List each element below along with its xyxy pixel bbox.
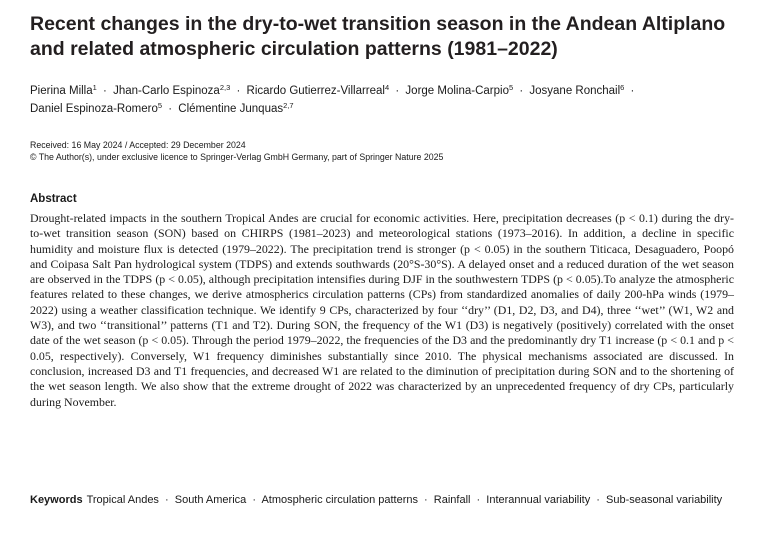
- abstract-heading: Abstract: [30, 193, 77, 205]
- author: [178, 103, 293, 115]
- author-affiliation: 2,7: [283, 101, 294, 110]
- author-separator: ·: [168, 103, 173, 115]
- author: [405, 85, 513, 97]
- author-affiliation: 6: [620, 83, 625, 92]
- author-separator: ·: [236, 85, 241, 97]
- author: [529, 85, 624, 97]
- keyword: Tropical Andes: [86, 494, 159, 506]
- author: [113, 85, 230, 97]
- author-name: Clémentine Junquas: [178, 103, 284, 115]
- author-affiliation: 2,3: [219, 83, 231, 92]
- keyword: Rainfall: [433, 494, 471, 506]
- author-name: Pierina Milla: [30, 85, 93, 97]
- author-separator: ·: [395, 85, 400, 97]
- author-list: [30, 82, 750, 118]
- keywords-section: [30, 492, 734, 509]
- keyword-separator: ·: [252, 494, 257, 506]
- paper-title: Recent changes in the dry-to-wet transition season in the Andean Altiplano and related atmospheric circulation patterns (1981–2022): [30, 13, 726, 60]
- keyword: South America: [174, 494, 247, 506]
- keyword: Atmospheric circulation patterns: [261, 494, 418, 506]
- author: [30, 85, 97, 97]
- author-affiliation: 1: [92, 83, 97, 92]
- author-separator: ·: [103, 85, 107, 97]
- keyword: Interannual variability: [486, 494, 591, 506]
- author-name: Ricardo Gutierrez-Villarreal: [246, 85, 385, 97]
- author-name: Josyane Ronchail: [529, 85, 621, 97]
- keyword-separator: ·: [596, 494, 600, 506]
- received-dates: Received: 16 May 2024 / Accepted: 29 December 2024: [30, 140, 246, 150]
- author-affiliation: 5: [157, 101, 163, 110]
- author-name: Daniel Espinoza-Romero: [30, 103, 158, 115]
- keywords-label: Keywords: [30, 494, 83, 506]
- copyright-notice: © The Author(s), under exclusive licence to Springer-Verlag GmbH Germany, part of Springer Nature 2025: [30, 152, 444, 162]
- keyword-separator: ·: [165, 494, 169, 506]
- keyword: Sub-seasonal variability: [606, 494, 723, 506]
- author-name: Jhan-Carlo Espinoza: [113, 85, 220, 97]
- author-separator: ·: [519, 85, 524, 97]
- keywords-list: [87, 494, 723, 506]
- author-name: Jorge Molina-Carpio: [405, 85, 509, 97]
- keyword-separator: ·: [476, 494, 481, 506]
- author-affiliation: 4: [385, 83, 390, 92]
- abstract-body: Drought-related impacts in the southern Tropical Andes are crucial for economic activities. Here, precipitation decreases (p < 0.1) during the dry-to-wet transition season (SON) based on CHIRPS (1981–2023) and meteorological stations (1973–2016). In addition, a decline in specific humidity and moisture flux is detected (1979–2022). The precipitation trend is stronger (p < 0.05) in the southern Titicaca, Desaguadero, Poopó and Coipasa Salt Pan hydrological system (TDPS) and extends southwards (20°S-30°S). A delayed onset and a reduced duration of the wet season are observed in the TDPS (p < 0.05), although precipitation intensifies during DJF in the southwestern TDPS (p < 0.05).To analyze the atmospheric features related to these changes, we derive atmospherics circulation patterns (CPs) from standardized anomalies of daily 200-hPa winds (1979–2022) using a weather classification technique. We identify 9 CPs, characterized by four ‘‘dry’’ (D1, D2, D3, and D4), three ‘‘wet’’ (W1, W2 and W3), and two ‘‘transitional’’ patterns (T1 and T2). During SON, the frequency of the W1 (D3) is negatively (positively) correlated with the onset date of the wet season (p < 0.05). Through the period 1979–2022, the frequencies of the D3 and the predominantly dry T1 increase (p < 0.1 and p < 0.05, respectively). Conversely, W1 frequency diminishes substantially since 2010. The physical mechanisms associated are discussed. In conclusion, increased D3 and T1 frequencies, and decreased W1 are related to the diminution of precipitation during SON and to the shortening of the wet season length. We also show that the extreme drought of 2022 was characterized by an unprecedented frequency of dry CPs, particularly during November.: [30, 211, 734, 409]
- publication-meta: [30, 139, 750, 163]
- author-affiliation: 5: [508, 83, 514, 92]
- author: [247, 85, 390, 97]
- keyword-separator: ·: [424, 494, 428, 506]
- author: [30, 103, 162, 115]
- author-separator: ·: [630, 85, 635, 97]
